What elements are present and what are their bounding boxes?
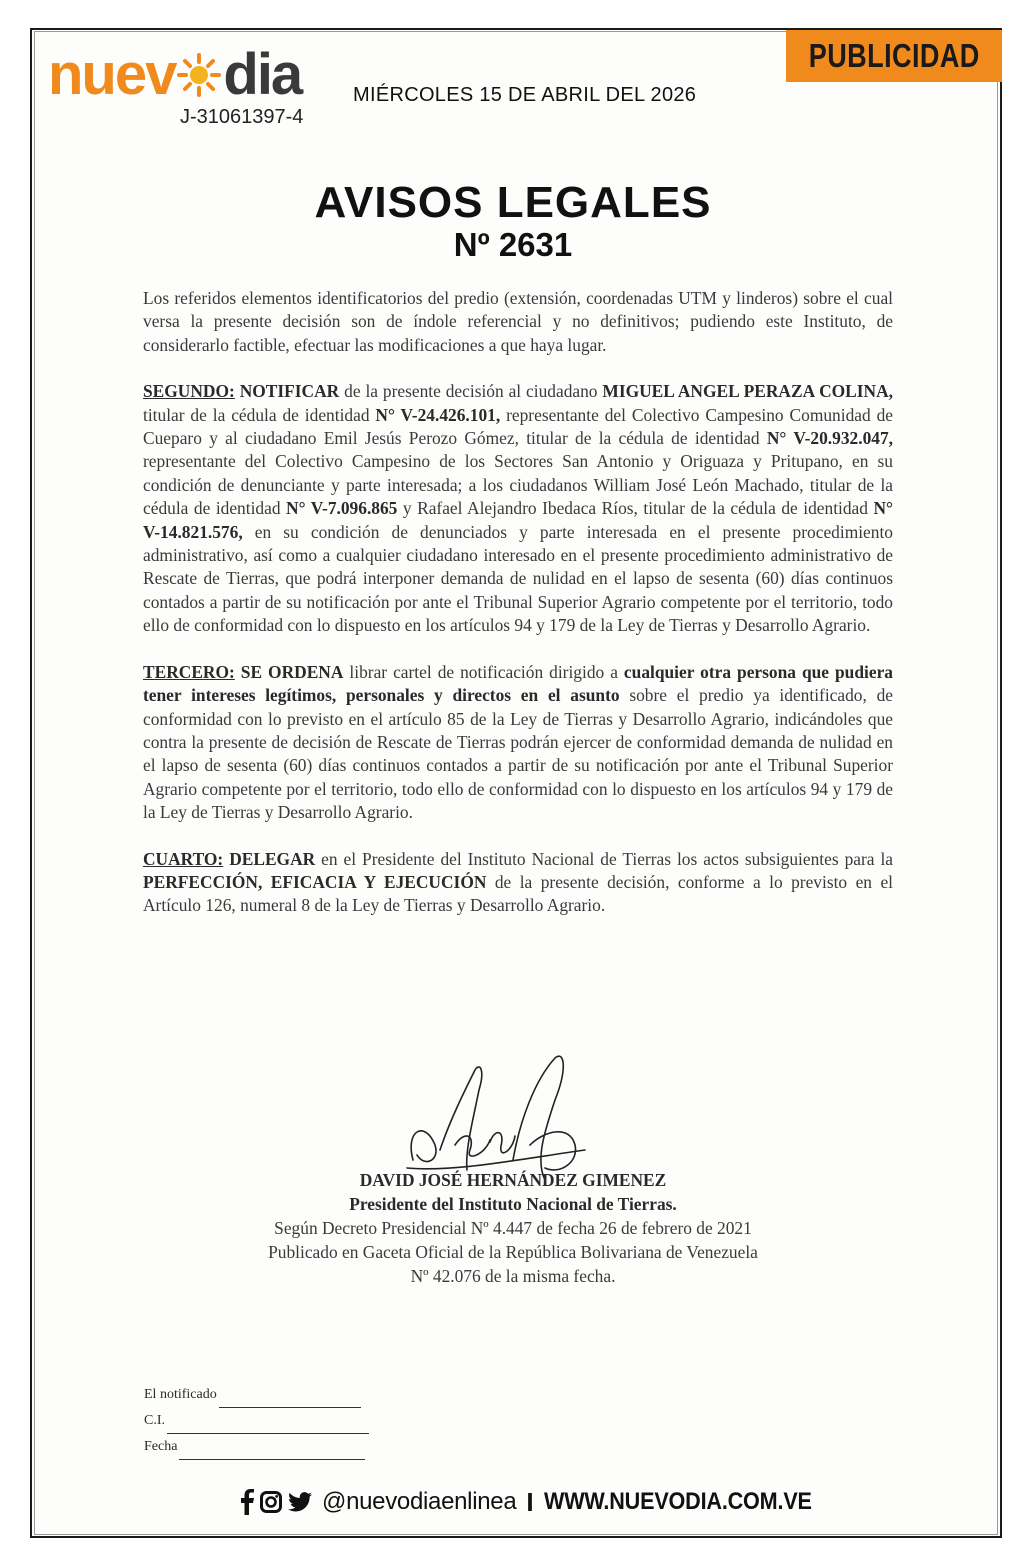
segundo-verb: NOTIFICAR — [239, 381, 340, 402]
logo-wordmark — [48, 44, 301, 106]
field-notificado — [144, 1382, 369, 1408]
tercero-text-2: sobre el predio ya identificado, de conformidad con lo previsto en el artículo 85 de la Ley de Tierras y Desarrollo Agrario, indicándoles que contra la presente de decisión de Rescate de Tierras podrán ejercer de conformidad demanda de nulidad en el lapso de sesenta (60) días continuos contados a partir de su notificación por ante el Tribunal Superior Agrario competente por el territorio, todo ello de conformidad con lo dispuesto en los artículos 94 y 179 de la Ley de Tierras y Desarrollo Agrario. — [143, 685, 893, 823]
paragraph-segundo — [143, 380, 893, 637]
logo-text-part-2: d — [223, 42, 257, 107]
tercero-bold-1: cualquier otra persona que pudiera tener intereses legítimos, personales y directos en el asunto — [143, 661, 893, 706]
signatory-gazette-number: Nº 42.076 de la misma fecha. — [410, 1266, 616, 1286]
cuarto-label: CUARTO: — [143, 848, 224, 869]
field-ci-label: C.I. — [144, 1413, 165, 1428]
field-ci-line[interactable] — [167, 1415, 369, 1434]
footer — [240, 1482, 841, 1522]
segundo-ci-3: N° V-7.096.865 — [286, 498, 398, 519]
signatory-gazette: Publicado en Gaceta Oficial de la República Bolivariana de Venezuela — [268, 1242, 758, 1262]
paragraph-intro: Los referidos elementos identificatorios del predio (extensión, coordenadas UTM y linderos) sobre el cual versa la presente decisión son de índole referencial y no definitivos; pudiendo este Instituto, de considerarlo factible, efectuar las modificaciones a que haya lugar. — [143, 288, 893, 355]
segundo-label: SEGUNDO: — [143, 381, 235, 402]
twitter-icon[interactable] — [288, 1492, 312, 1512]
segundo-name-1: MIGUEL ANGEL PERAZA COLINA, — [602, 381, 893, 402]
newspaper-logo — [48, 42, 338, 128]
segundo-ci-4: N° V-14.821.576, — [143, 498, 893, 542]
signatory-name: DAVID JOSÉ HERNÁNDEZ GIMENEZ — [359, 1170, 667, 1190]
notice-number: Nº 2631 — [453, 226, 573, 263]
signatory-decree: Según Decreto Presidencial Nº 4.447 de fecha 26 de febrero de 2021 — [274, 1218, 752, 1238]
section-tag — [786, 30, 1002, 82]
social-handle: @nuevodiaenlinea — [322, 1488, 517, 1515]
notification-fields — [144, 1382, 369, 1460]
instagram-icon[interactable] — [260, 1491, 282, 1513]
field-ci — [144, 1408, 369, 1434]
field-notificado-label: El notificado — [144, 1387, 217, 1402]
field-notificado-line[interactable] — [219, 1389, 361, 1408]
paragraph-tercero — [143, 661, 893, 825]
website-link[interactable]: WWW.NUEVODIA.COM.VE — [543, 1488, 812, 1515]
signatory-role: Presidente del Instituto Nacional de Tierras. — [349, 1194, 677, 1214]
tercero-label: TERCERO: — [143, 661, 235, 682]
sun-icon — [176, 52, 222, 98]
tercero-verb: SE ORDENA — [240, 661, 344, 682]
section-tag-label: PUBLICIDAD — [808, 37, 980, 74]
field-fecha-line[interactable] — [179, 1441, 365, 1460]
notice-body — [143, 287, 893, 941]
segundo-text-2: titular de la cédula de identidad — [143, 404, 376, 425]
cuarto-verb: DELEGAR — [229, 848, 316, 869]
segundo-text-4: representante del Colectivo Campesino de los Sectores San Antonio y Origuaza y Pritupano, en su condición de denunciante y parte interesada; a los ciudadanos William José León Machado, titular de la cédula de identidad — [143, 451, 893, 519]
cuarto-text-2: de la presente decisión, conforme a lo previsto en el Artículo 126, numeral 8 de la Ley de Tierras y Desarrollo Agrario. — [143, 871, 893, 916]
signatory-block — [0, 1168, 1026, 1288]
field-fecha — [144, 1434, 369, 1460]
tercero-text-1: librar cartel de notificación dirigido a — [343, 661, 624, 682]
logo-rif: J-31061397-4 — [180, 106, 304, 128]
field-fecha-label: Fecha — [144, 1439, 178, 1454]
segundo-text-3: representante del Colectivo Campesino Comunidad de Cueparo y al ciudadano Emil Jesús Perozo Gómez, titular de la cédula de identidad — [143, 404, 893, 449]
page-title: AVISOS LEGALES — [314, 178, 712, 227]
footer-separator: I — [526, 1486, 534, 1517]
logo-text-part-3: ia — [256, 42, 302, 107]
edition-date: MIÉRCOLES 15 DE ABRIL DEL 2026 — [353, 84, 697, 106]
paragraph-cuarto — [143, 848, 893, 918]
logo-text-part-1: nuev — [48, 42, 176, 107]
facebook-icon[interactable] — [240, 1489, 254, 1515]
segundo-text-5: y Rafael Alejandro Ibedaca Ríos, titular de la cédula de identidad — [397, 498, 874, 519]
segundo-ci-2: N° V-20.932.047, — [766, 428, 893, 449]
segundo-ci-1: N° V-24.426.101, — [375, 404, 501, 425]
cuarto-bold-1: PERFECCIÓN, EFICACIA Y EJECUCIÓN — [143, 871, 487, 892]
segundo-text-1: de la presente decisión al ciudadano — [339, 381, 603, 402]
segundo-text-6: en su condición de denunciados y parte interesada en el presente procedimiento administrativo, así como a cualquier ciudadano interesado en el presente procedimiento administrativo de Rescate de Tierras, que podrá interponer demanda de nulidad en el lapso de sesenta (60) días continuos contados a partir de su notificación por ante el Tribunal Superior Agrario competente por el territorio, todo ello de conformidad con lo dispuesto en los artículos 94 y 179 de la Ley de Tierras y Desarrollo Agrario. — [143, 521, 893, 636]
cuarto-text-1: en el Presidente del Instituto Nacional de Tierras los actos subsiguientes para la — [315, 848, 893, 869]
